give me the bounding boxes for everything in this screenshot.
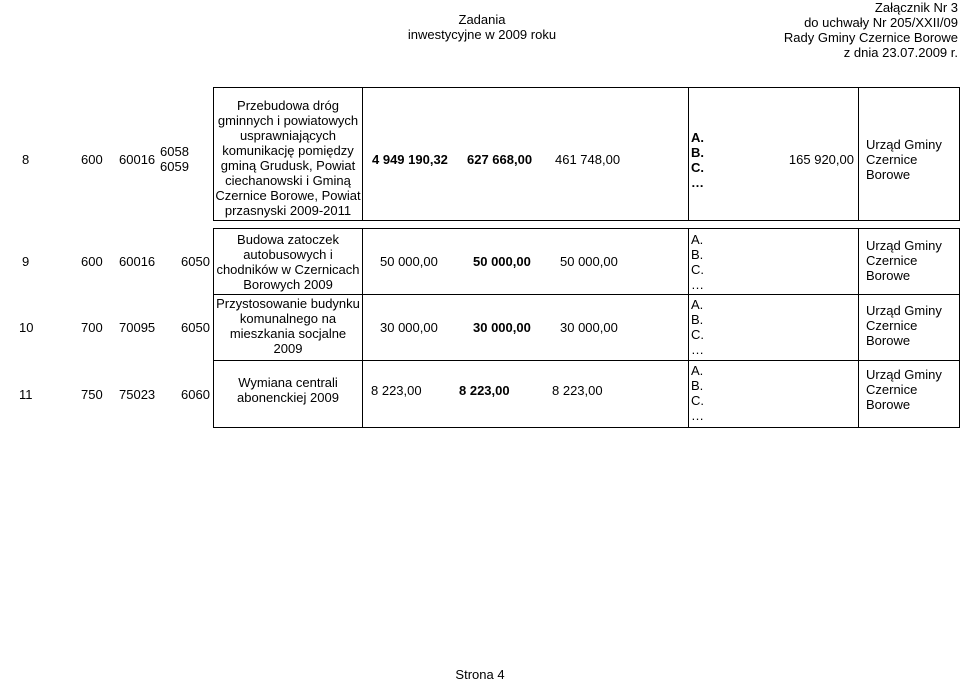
task-name-line: mieszkania socjalne bbox=[229, 326, 347, 341]
row-rozdzial: 70095 bbox=[119, 320, 156, 335]
source-a: A. bbox=[691, 363, 704, 378]
row-paragraf: 6059 bbox=[160, 159, 189, 174]
attachment-line-3: Rady Gminy Czernice Borowe bbox=[783, 30, 958, 45]
task-name-line: Czernice Borowe, Powiat bbox=[215, 188, 361, 203]
row-rozdzial: 60016 bbox=[119, 152, 156, 167]
funding-cell bbox=[688, 294, 859, 361]
responsible-unit bbox=[866, 137, 942, 182]
task-name-line: Budowa zatoczek bbox=[237, 232, 339, 247]
other-funds: 165 920,00 bbox=[788, 152, 854, 167]
attachment-line-2: do uchwały Nr 205/XXII/09 bbox=[804, 15, 958, 30]
row-lp: 10 bbox=[19, 320, 34, 335]
task-name-line: Wymiana centrali bbox=[238, 375, 338, 390]
task-name-line: Przystosowanie budynku bbox=[216, 296, 360, 311]
responsible-unit bbox=[866, 238, 942, 283]
row-paragraf: 6050 bbox=[181, 254, 210, 269]
unit-line: Urząd Gminy bbox=[866, 303, 942, 318]
total-cost: 30 000,00 bbox=[380, 320, 438, 335]
source-c: C. bbox=[691, 262, 704, 277]
task-name-line: Borowych 2009 bbox=[243, 277, 333, 292]
task-name bbox=[213, 232, 363, 292]
title-line-2: inwestycyjne w 2009 roku bbox=[407, 27, 557, 42]
task-name bbox=[213, 98, 363, 218]
unit-line: Czernice bbox=[866, 253, 918, 268]
unit-line: Czernice bbox=[866, 152, 918, 167]
source-c: C. bbox=[691, 327, 704, 342]
row-dzial: 700 bbox=[81, 320, 103, 335]
source-b: B. bbox=[691, 312, 704, 327]
responsible-unit bbox=[866, 367, 942, 412]
title-line-1: Zadania bbox=[458, 12, 506, 27]
unit-line: Borowe bbox=[866, 268, 911, 283]
source-a: A. bbox=[691, 232, 704, 247]
expenditure-2009: 50 000,00 bbox=[473, 254, 531, 269]
budget-funds: 30 000,00 bbox=[560, 320, 618, 335]
funding-cell bbox=[688, 228, 859, 295]
responsible-unit bbox=[866, 303, 942, 348]
unit-line: Czernice bbox=[866, 318, 918, 333]
row-dzial: 600 bbox=[81, 152, 103, 167]
expenditure-2009: 30 000,00 bbox=[473, 320, 531, 335]
doc-title bbox=[402, 12, 562, 42]
funding-sources bbox=[691, 232, 704, 292]
funding-sources bbox=[691, 297, 704, 357]
task-name-line: Przebudowa dróg bbox=[237, 98, 339, 113]
source-more: … bbox=[691, 342, 704, 357]
task-name-line: abonenckiej 2009 bbox=[237, 390, 339, 405]
attachment-note bbox=[776, 0, 958, 60]
source-c: C. bbox=[691, 393, 704, 408]
unit-line: Czernice bbox=[866, 382, 918, 397]
task-name-line: gminą Grudusk, Powiat bbox=[220, 158, 356, 173]
row-dzial: 600 bbox=[81, 254, 103, 269]
task-name-line: przasnyski 2009-2011 bbox=[224, 203, 352, 218]
source-c: C. bbox=[691, 160, 704, 175]
funding-sources bbox=[691, 363, 704, 423]
page-number: Strona 4 bbox=[455, 667, 505, 682]
task-name-line: ciechanowski i Gminą bbox=[225, 173, 351, 188]
row-rozdzial: 75023 bbox=[119, 387, 156, 402]
row-lp: 9 bbox=[22, 254, 30, 269]
task-name-line: 2009 bbox=[273, 341, 303, 356]
row-paragraf: 6050 bbox=[181, 320, 210, 335]
task-name-line: autobusowych i bbox=[243, 247, 333, 262]
expenditure-2009: 627 668,00 bbox=[467, 152, 533, 167]
source-b: B. bbox=[691, 247, 704, 262]
source-more: … bbox=[691, 175, 704, 190]
row-lp: 8 bbox=[22, 152, 30, 167]
unit-line: Borowe bbox=[866, 333, 911, 348]
source-a: A. bbox=[691, 130, 704, 145]
total-cost: 50 000,00 bbox=[380, 254, 438, 269]
funding-cell bbox=[688, 360, 859, 428]
row-paragraf: 6060 bbox=[181, 387, 210, 402]
expenditure-2009: 8 223,00 bbox=[459, 383, 510, 398]
unit-line: Borowe bbox=[866, 167, 911, 182]
task-name bbox=[213, 296, 363, 356]
task-name bbox=[213, 375, 363, 405]
row-paragraf: 6058 bbox=[160, 144, 189, 159]
total-cost: 8 223,00 bbox=[371, 383, 422, 398]
unit-line: Urząd Gminy bbox=[866, 367, 942, 382]
source-b: B. bbox=[691, 378, 704, 393]
source-more: … bbox=[691, 277, 704, 292]
task-name-line: usprawniających bbox=[239, 128, 337, 143]
source-a: A. bbox=[691, 297, 704, 312]
budget-funds: 461 748,00 bbox=[555, 152, 621, 167]
row-dzial: 750 bbox=[81, 387, 103, 402]
task-name-line: gminnych i powiatowych bbox=[217, 113, 359, 128]
unit-line: Urząd Gminy bbox=[866, 238, 942, 253]
task-name-line: komunikację pomiędzy bbox=[222, 143, 354, 158]
row-lp: 11 bbox=[19, 387, 33, 402]
row-rozdzial: 60016 bbox=[119, 254, 156, 269]
budget-funds: 8 223,00 bbox=[552, 383, 603, 398]
unit-line: Borowe bbox=[866, 397, 911, 412]
attachment-line-1: Załącznik Nr 3 bbox=[874, 0, 958, 15]
budget-funds: 50 000,00 bbox=[560, 254, 618, 269]
total-cost: 4 949 190,32 bbox=[372, 152, 448, 167]
source-b: B. bbox=[691, 145, 704, 160]
attachment-line-4: z dnia 23.07.2009 r. bbox=[843, 45, 958, 60]
task-name-line: chodników w Czernicach bbox=[216, 262, 360, 277]
unit-line: Urząd Gminy bbox=[866, 137, 942, 152]
source-more: … bbox=[691, 408, 704, 423]
funding-sources bbox=[691, 130, 704, 190]
task-name-line: komunalnego na bbox=[239, 311, 337, 326]
